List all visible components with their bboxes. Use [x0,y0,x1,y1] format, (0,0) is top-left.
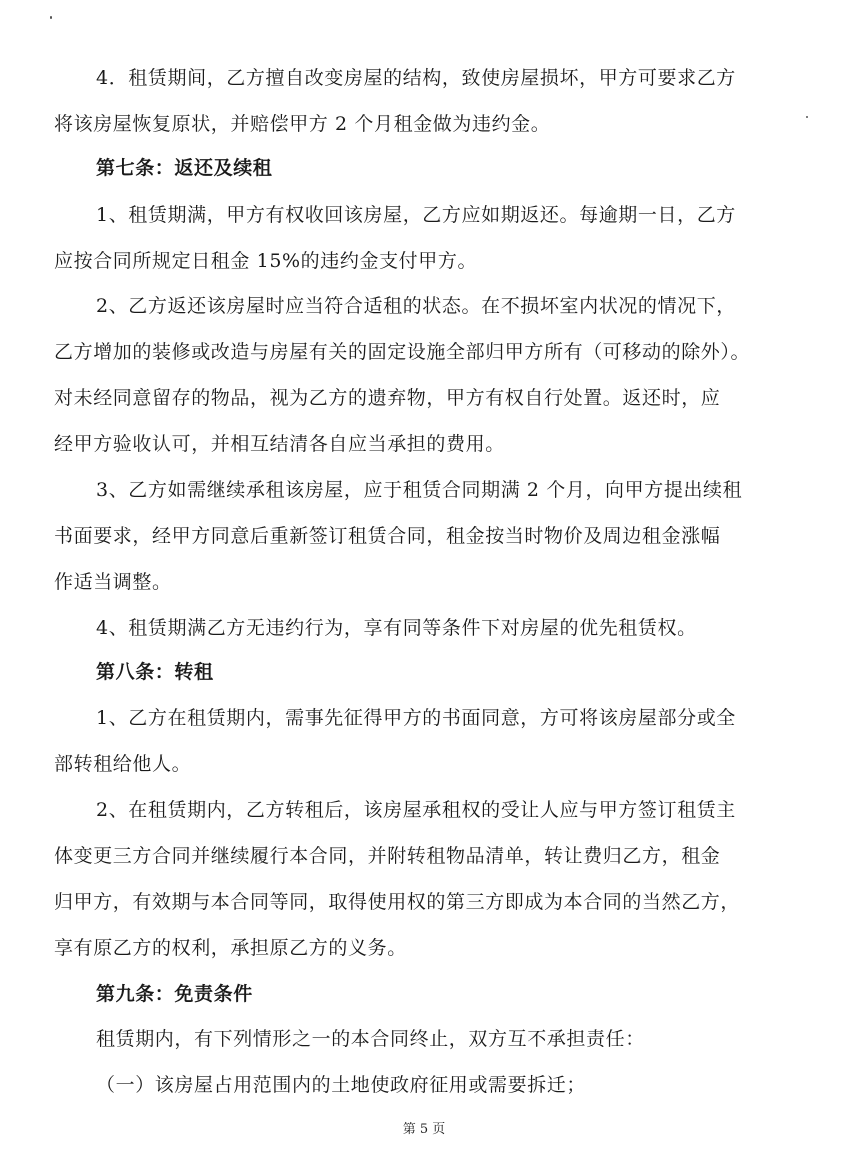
paragraph-line: 部转租给他人。 [54,753,192,775]
paragraph-line: 4、租赁期满乙方无违约行为，享有同等条件下对房屋的优先租赁权。 [96,617,697,639]
paragraph-line: 应按合同所规定日租金 15%的违约金支付甲方。 [54,250,478,272]
section-heading-9: 第九条：免责条件 [96,983,253,1005]
section-heading-7: 第七条：返还及续租 [96,157,273,179]
paragraph-line: 归甲方，有效期与本合同等同，取得使用权的第三方即成为本合同的当然乙方， [54,891,741,913]
scan-speck [806,116,808,118]
paragraph-line: 2、在租赁期内，乙方转租后，该房屋承租权的受让人应与甲方签订租赁主 [96,799,736,821]
scan-speck [50,16,52,19]
paragraph-line: 体变更三方合同并继续履行本合同，并附转租物品清单，转让费归乙方，租金 [54,845,721,867]
page-number: 第 5 页 [402,1122,446,1137]
paragraph-line: 享有原乙方的权利，承担原乙方的义务。 [54,937,407,959]
section-heading-8: 第八条：转租 [96,661,214,683]
paragraph-line: 2、乙方返还该房屋时应当符合适租的状态。在不损坏室内状况的情况下， [96,295,736,317]
paragraph-line: 4．租赁期间，乙方擅自改变房屋的结构，致使房屋损坏，甲方可要求乙方 [96,67,736,89]
paragraph-line: 作适当调整。 [54,571,172,593]
paragraph-line: 1、乙方在租赁期内，需事先征得甲方的书面同意，方可将该房屋部分或全 [96,707,736,729]
paragraph-line: 1、租赁期满，甲方有权收回该房屋，乙方应如期返还。每逾期一日，乙方 [96,204,736,226]
paragraph-line: 租赁期内，有下列情形之一的本合同终止，双方互不承担责任： [96,1028,645,1050]
paragraph-line: 对未经同意留存的物品，视为乙方的遗弃物，甲方有权自行处置。返还时，应 [54,387,721,409]
paragraph-line: 书面要求，经甲方同意后重新签订租赁合同，租金按当时物价及周边租金涨幅 [54,525,721,547]
paragraph-line: 经甲方验收认可，并相互结清各自应当承担的费用。 [54,433,505,455]
paragraph-line: 3、乙方如需继续承租该房屋，应于租赁合同期满 2 个月，向甲方提出续租 [96,479,743,501]
paragraph-line: （一）该房屋占用范围内的土地使政府征用或需要拆迁； [96,1074,587,1096]
paragraph-line: 乙方增加的装修或改造与房屋有关的固定设施全部归甲方所有（可移动的除外）。 [54,341,751,363]
paragraph-line: 将该房屋恢复原状，并赔偿甲方 2 个月租金做为违约金。 [54,113,551,135]
